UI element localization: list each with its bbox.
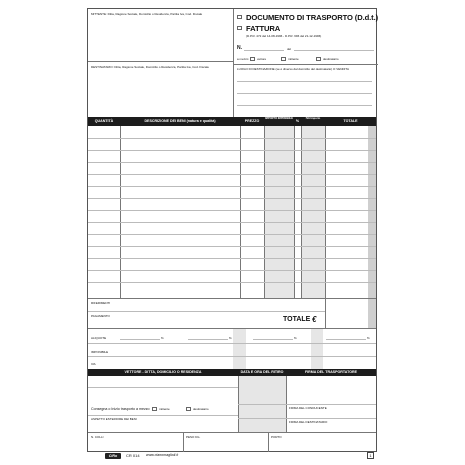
aliquote-label: ALIQUOTE <box>91 336 107 340</box>
table-row[interactable] <box>88 246 376 247</box>
col-totale: TOTALE <box>343 119 358 123</box>
data-ora-header: DATA E ORA DEL RITIRO <box>240 370 284 374</box>
table-row[interactable] <box>88 138 376 139</box>
sender-field[interactable] <box>91 18 230 60</box>
number-label: N. <box>237 45 242 51</box>
vettori-header: VETTORE - DITTA, DOMICILIO O RESIDENZA <box>124 370 202 374</box>
recipient-field[interactable] <box>91 71 230 115</box>
table-row[interactable] <box>88 210 376 211</box>
colli-label: N. COLLI <box>91 435 104 439</box>
fattura-note: (D.P.R. 472 del 14-08-1996 - D.P.R. 696 del 21-12-1996) <box>246 34 322 38</box>
consegna-label: Consegna o Inizio trasporto a mezzo <box>91 407 150 411</box>
recipient-label: DESTINATARIO: Ditta, Ragione Sociale, Domicilio o Residenza, Partita Iva, Cod. Fiscale <box>91 65 209 69</box>
mezzo-label: a mezzo: <box>237 57 250 61</box>
table-row[interactable] <box>88 186 376 187</box>
totale-label: TOTALE <box>283 316 311 323</box>
table-row[interactable] <box>88 150 376 151</box>
firma-trasportatore-header: FIRMA DEL TRASPORTATORE <box>304 370 358 374</box>
col-iva-percent: % <box>295 119 300 123</box>
porto-label: PORTO <box>271 435 282 439</box>
iva-label: IVA <box>91 362 96 366</box>
product-code: CR 014 <box>126 453 140 458</box>
title-fattura: FATTURA <box>246 24 281 33</box>
peso-label: PESO KG. <box>186 435 201 439</box>
website-text: www.cianomaglioli.it <box>146 453 179 457</box>
transport-document-form: MITTENTE: Ditta, Ragione Sociale, Domicilio o Residenza, Partita Iva, Cod. Fiscale DESTINATARIO: Ditta, Ragione Sociale, Domicilio o Residenza, Partita Iva, Cod. Fiscale DOCUMENTO DI TRASPORTO (D.d.t.) FATTURA (D.P.R. 472 del 14-08-1996 - D.P.R. 696 del 21-12-1996) N. del a mezzo: vettore mittente destinatario LUOGO DI DESTINAZIONE (se è diverso dal domicilio del destinatario) O VENDITA QUANTITÀ DESCRIZIONE DEI BENI (natura e qualità) PREZZO IMPORTO IMPONIBILE % IVA Importo TOTALE RIFERIMENTI PAGAMENTO TOTALE € ALIQUOTE % % % % IMPONIBILE IVA VETTORE - DITTA, DOMICILIO O RESIDENZA DATA E ORA DEL RITIRO FIRMA DEL TRASPORTATORE FIRMA DEL CONDUCENTE FIRMA DEL DESTINATARIO Consegna o Inizio trasporto a mezzo mittente destinatario ASPETTO ESTERIORE DEI BENI N. COLLI PESO KG. PORTO <box>87 8 377 452</box>
header-divider <box>233 9 234 117</box>
number-field[interactable] <box>244 50 284 51</box>
brand-logo: CiRo <box>105 453 121 459</box>
table-row[interactable] <box>88 198 376 199</box>
pagamento-label: PAGAMENTO <box>91 314 110 318</box>
riferimenti-label: RIFERIMENTI <box>91 301 111 305</box>
checkbox-destinatario[interactable] <box>316 57 321 61</box>
euro-symbol: € <box>312 315 317 324</box>
checkbox-fattura[interactable] <box>237 26 242 30</box>
page-number: 1 <box>367 452 374 459</box>
checkbox-ddt[interactable] <box>237 15 242 19</box>
date-label: del <box>287 47 292 51</box>
col-quantita: QUANTITÀ <box>94 119 114 123</box>
checkbox-mittente[interactable] <box>281 57 286 61</box>
table-row[interactable] <box>88 222 376 223</box>
checkbox-vettore[interactable] <box>250 57 255 61</box>
col-descrizione: DESCRIZIONE DEI BENI (natura e qualità) <box>144 119 216 123</box>
col-iva-importo: IVA Importo <box>305 117 321 120</box>
table-row[interactable] <box>88 162 376 163</box>
sender-label: MITTENTE: Ditta, Ragione Sociale, Domicilio o Residenza, Partita Iva, Cod. Fiscale <box>91 12 203 16</box>
table-row[interactable] <box>88 258 376 259</box>
table-row[interactable] <box>88 234 376 235</box>
table-row[interactable] <box>88 282 376 283</box>
option-mittente: mittente <box>288 57 299 61</box>
checkbox-consegna-destinatario[interactable] <box>186 407 191 411</box>
table-row[interactable] <box>88 270 376 271</box>
totale-field[interactable] <box>327 312 367 326</box>
firma-conducente-label: FIRMA DEL CONDUCENTE <box>289 406 327 410</box>
col-importo-imponibile: IMPORTO IMPONIBILE <box>265 117 293 120</box>
option-vettore: vettore <box>257 57 267 61</box>
option-destinatario: destinatario <box>323 57 339 61</box>
col-prezzo: PREZZO <box>244 119 260 123</box>
table-row[interactable] <box>88 174 376 175</box>
aspetto-label: ASPETTO ESTERIORE DEI BENI <box>91 417 137 421</box>
date-field[interactable] <box>294 50 374 51</box>
firma-destinatario-label: FIRMA DEL DESTINATARIO <box>289 420 328 424</box>
checkbox-consegna-mittente[interactable] <box>152 407 157 411</box>
imponibile-label: IMPONIBILE <box>91 350 109 354</box>
destination-label: LUOGO DI DESTINAZIONE (se è diverso dal domicilio del destinatario) O VENDITA <box>237 67 349 71</box>
title-ddt: DOCUMENTO DI TRASPORTO (D.d.t.) <box>246 13 379 22</box>
